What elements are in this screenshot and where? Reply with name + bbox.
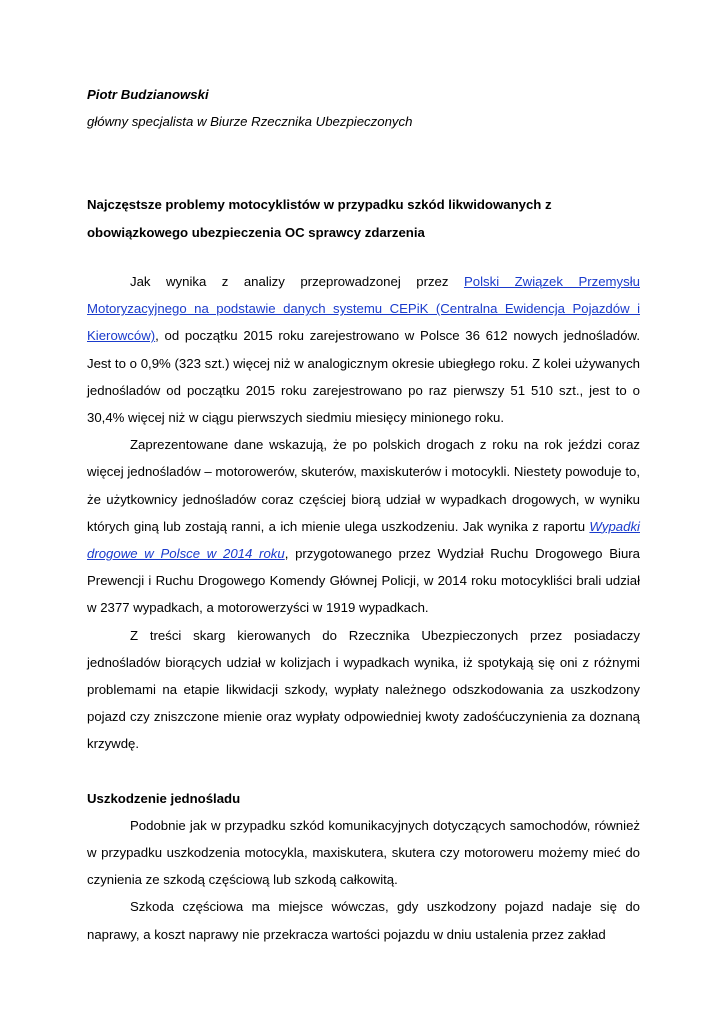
author-role: główny specjalista w Biurze Rzecznika Ubezpieczonych — [87, 114, 413, 129]
paragraph-1-text-a: Jak wynika z analizy przeprowadzonej przez — [130, 274, 464, 289]
paragraph-4: Podobnie jak w przypadku szkód komunikacyjnych dotyczących samochodów, również w przypadku uszkodzenia motocykla, maxiskutera, skutera czy motoroweru możemy mieć do czynienia ze szkodą częściową lub szkodą całkowitą. — [87, 817, 640, 888]
police-report-link[interactable]: Wypadki drogowe w Polsce w 2014 roku — [87, 518, 640, 562]
paragraph-3: Z treści skarg kierowanych do Rzecznika Ubezpieczonych przez posiadaczy jednośladów biorących udział w kolizjach i wypadkach wynika, iż spotykają się oni z różnymi problemami na etapie likwidacji szkody, wypłaty należnego odszkodowania za uszkodzony pojazd czy zniszczone mienie oraz wypłaty odpowiedniej kwoty zadośćuczynienia za doznaną krzywdę. — [87, 627, 640, 752]
paragraph-2 — [87, 431, 640, 621]
document-body — [87, 268, 640, 948]
paragraph-1 — [87, 268, 640, 431]
paragraph-1-text-b: , od początku 2015 roku zarejestrowano w Polsce 36 612 nowych jednośladów. Jest to o 0,9% (323 szt.) więcej niż w analogicznym okresie ubiegłego roku. Z kolei używanych jednośladów od początku 2015 roku zarejestrowano po raz pierwszy 51 510 szt., jest to o 30,4% więcej niż w ciągu pierwszych siedmiu miesięcy minionego roku. — [87, 328, 640, 426]
paragraph-5: Szkoda częściowa ma miejsce wówczas, gdy uszkodzony pojazd nadaje się do naprawy, a koszt naprawy nie przekracza wartości pojazdu w dniu ustalenia przez zakład — [87, 899, 640, 942]
paragraph-2-text-a: Zaprezentowane dane wskazują, że po polskich drogach z roku na rok jeździ coraz więcej jednośladów – motorowerów, skuterów, maxiskuterów i motocykli. Niestety powoduje to, że użytkownicy jednośladów coraz częściej biorą udział w wypadkach drogowych, w wyniku których giną lub zostają ranni, a ich mienie ulega uszkodzeniu. Jak wynika z raportu — [87, 437, 640, 534]
section-heading: Uszkodzenie jednośladu — [87, 790, 241, 806]
document-title: Najczęstsze problemy motocyklistów w przypadku szkód likwidowanych z obowiązkowego ubezpieczenia OC sprawcy zdarzenia — [87, 197, 552, 240]
paragraph-2-text-b: , przygotowanego przez Wydział Ruchu Drogowego Biura Prewencji i Ruchu Drogowego Komendy Głównej Policji, w 2014 roku motocykliści brali udział w 2377 wypadkach, a motorowerzyści w 1919 wypadkach. — [87, 546, 640, 616]
author-name: Piotr Budzianowski — [87, 87, 209, 102]
pzpm-cepik-link[interactable]: Polski Związek Przemysłu Motoryzacyjnego na podstawie danych systemu CEPiK (Centralna Ewidencja Pojazdów i Kierowców) — [87, 274, 640, 344]
